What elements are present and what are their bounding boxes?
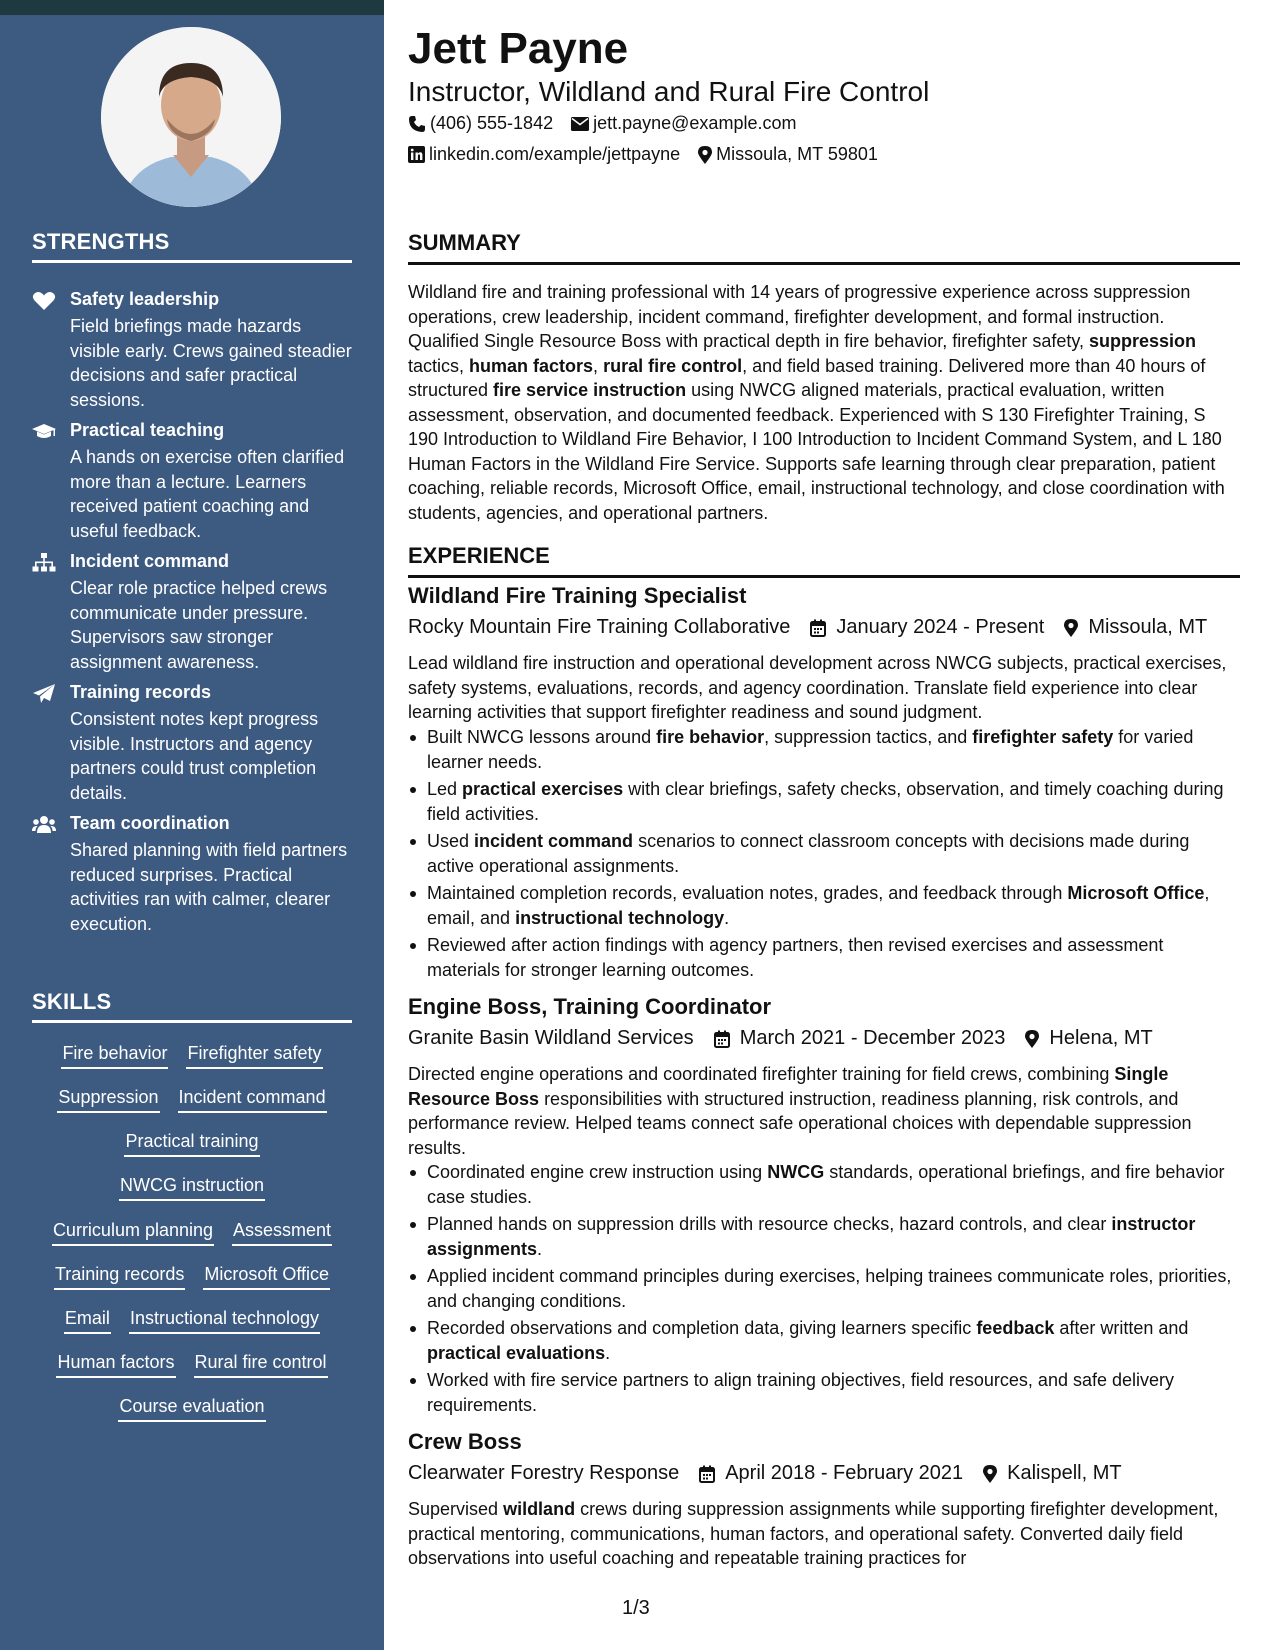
- candidate-name: Jett Payne: [408, 24, 629, 73]
- skill-tag: Fire behavior: [61, 1040, 168, 1069]
- skill-tag: Course evaluation: [118, 1393, 265, 1422]
- contact-row-2: [408, 144, 878, 165]
- skill-tag: Microsoft Office: [203, 1261, 330, 1290]
- skill-tag: Instructional technology: [129, 1305, 320, 1334]
- job-bullets: [408, 725, 1240, 985]
- job-company: Rocky Mountain Fire Training Collaborative: [408, 616, 791, 638]
- job-bullet: Recorded observations and completion data, giving learners specific feedback after written and practical evaluations.: [408, 1316, 1240, 1365]
- job-location: Missoula, MT: [1088, 616, 1208, 638]
- job-bullet: Coordinated engine crew instruction using NWCG standards, operational briefings, and fire behavior case studies.: [408, 1160, 1240, 1209]
- map-pin-icon: [698, 146, 712, 164]
- skill-tag: Suppression: [57, 1084, 159, 1113]
- candidate-title: Instructor, Wildland and Rural Fire Control: [408, 76, 930, 107]
- phone-text: (406) 555-1842: [430, 113, 554, 133]
- profile-photo: [101, 27, 281, 207]
- calendar-icon: [699, 1465, 715, 1483]
- skills-list: [32, 1040, 352, 1422]
- paper-plane-icon: [32, 684, 56, 704]
- map-pin-icon: [983, 1465, 997, 1483]
- org-chart-icon: [32, 553, 56, 573]
- location-contact: [698, 144, 878, 165]
- job-dates: March 2021 - December 2023: [739, 1027, 1006, 1049]
- strength-title: Team coordination: [70, 813, 230, 833]
- strength-description: A hands on exercise often clarified more than a lecture. Learners received patient coaching and useful feedback.: [70, 447, 345, 541]
- strengths-heading: STRENGTHS: [32, 229, 352, 263]
- job-bullets: [408, 1160, 1240, 1420]
- location-text: Missoula, MT 59801: [716, 144, 878, 164]
- job-meta: [408, 616, 1207, 639]
- skill-row-break: [32, 1172, 352, 1202]
- email-contact[interactable]: [571, 113, 796, 134]
- job-description: Lead wildland fire instruction and operational development across NWCG subjects, practical exercises, safety systems, evaluations, records, and agency coordination. Translate field experience into clear learning activities that support firefighter readiness and sound judgment.: [408, 653, 1227, 722]
- strength-title: Safety leadership: [70, 289, 220, 309]
- job-bullet: Maintained completion records, evaluation notes, grades, and feedback through Microsoft Office, email, and instructional technology.: [408, 881, 1240, 930]
- summary-heading: SUMMARY: [408, 230, 1240, 265]
- graduation-cap-icon: [32, 422, 56, 442]
- experience-heading: EXPERIENCE: [408, 543, 1240, 578]
- map-pin-icon: [1064, 619, 1078, 637]
- job-bullet: Applied incident command principles during exercises, helping trainees communicate roles, priorities, and changing conditions.: [408, 1264, 1240, 1313]
- linkedin-link[interactable]: linkedin.com/example/jettpayne: [429, 144, 681, 164]
- job-bullet: Reviewed after action findings with agency partners, then revised exercises and assessment materials for stronger learning outcomes.: [408, 933, 1240, 982]
- job-title: Engine Boss, Training Coordinator: [408, 994, 772, 1019]
- skill-tag: Assessment: [232, 1217, 332, 1246]
- job-company: Clearwater Forestry Response: [408, 1462, 680, 1484]
- job-bullet: Worked with fire service partners to align training objectives, field resources, and safe delivery requirements.: [408, 1368, 1240, 1417]
- job-description: Supervised wildland crews during suppression assignments while supporting firefighter development, practical mentoring, communications, human factors, and operational safety. Converted daily field observations into useful coaching and repeatable training practices for: [408, 1499, 1219, 1568]
- skill-tag: Firefighter safety: [186, 1040, 322, 1069]
- phone-icon: [408, 115, 426, 133]
- envelope-icon: [571, 117, 589, 131]
- job-dates: April 2018 - February 2021: [725, 1462, 964, 1484]
- skill-tag: Training records: [54, 1261, 185, 1290]
- skills-heading: SKILLS: [32, 989, 352, 1023]
- calendar-icon: [810, 619, 826, 637]
- strength-description: Consistent notes kept progress visible. Instructors and agency partners could trust completion details.: [70, 709, 319, 803]
- skill-tag: NWCG instruction: [119, 1172, 265, 1201]
- strength-title: Incident command: [70, 551, 230, 571]
- email-link[interactable]: jett.payne@example.com: [593, 113, 797, 133]
- job-bullet: Built NWCG lessons around fire behavior, suppression tactics, and firefighter safety for varied learner needs.: [408, 725, 1240, 774]
- sidebar-top-band: [0, 0, 384, 15]
- skill-tag: Email: [64, 1305, 111, 1334]
- page-number: 1/3: [622, 1597, 650, 1619]
- job-location: Helena, MT: [1049, 1027, 1153, 1049]
- skill-tag: Incident command: [178, 1084, 327, 1113]
- linkedin-contact[interactable]: [408, 144, 680, 165]
- linkedin-icon: [408, 146, 425, 163]
- map-pin-icon: [1025, 1030, 1039, 1048]
- contact-row-1: [408, 113, 796, 134]
- strength-title: Training records: [70, 682, 212, 702]
- skill-tag: Rural fire control: [194, 1349, 328, 1378]
- sidebar: [0, 15, 384, 1650]
- job-meta: [408, 1462, 1122, 1485]
- strength-description: Field briefings made hazards visible early. Crews gained steadier decisions and safer practical sessions.: [70, 316, 352, 410]
- job-bullet: Planned hands on suppression drills with resource checks, hazard controls, and clear instructor assignments.: [408, 1212, 1240, 1261]
- users-icon: [32, 815, 56, 835]
- skill-tag: Curriculum planning: [52, 1217, 214, 1246]
- job-description: Directed engine operations and coordinated firefighter training for field crews, combining Single Resource Boss responsibilities with structured instruction, readiness planning, risk controls, and performance review. Helped teams connect safe operational choices with dependable suppression results.: [408, 1064, 1192, 1158]
- calendar-icon: [714, 1030, 730, 1048]
- strength-description: Clear role practice helped crews communicate under pressure. Supervisors saw stronger assignment awareness.: [70, 578, 328, 672]
- job-bullet: Used incident command scenarios to connect classroom concepts with decisions made during active operational assignments.: [408, 829, 1240, 878]
- job-meta: [408, 1027, 1153, 1050]
- strength-description: Shared planning with field partners reduced surprises. Practical activities ran with calmer, clearer execution.: [70, 840, 348, 934]
- skill-tag: Practical training: [124, 1128, 259, 1157]
- job-title: Crew Boss: [408, 1429, 522, 1454]
- job-location: Kalispell, MT: [1007, 1462, 1122, 1484]
- job-company: Granite Basin Wildland Services: [408, 1027, 694, 1049]
- skill-tag: Human factors: [56, 1349, 175, 1378]
- heart-icon: [32, 291, 56, 311]
- summary-text: Wildland fire and training professional with 14 years of progressive experience across suppression operations, crew leadership, incident command, firefighter development, and formal instruction. Qualified Single Resource Boss with practical depth in fire behavior, firefighter safety, suppression tactics, human factors, rural fire control, and field based training. Delivered more than 40 hours of structured fire service instruction using NWCG aligned materials, practical evaluation, written assessment, observation, and documented feedback. Experienced with S 130 Firefighter Training, S 190 Introduction to Wildland Fire Behavior, I 100 Introduction to Incident Command System, and L 180 Human Factors in the Wildland Fire Service. Supports safe learning through clear preparation, patient coaching, reliable records, Microsoft Office, email, instructional technology, and close coordination with students, agencies, and operational partners.: [408, 282, 1225, 523]
- phone-contact: [408, 113, 553, 134]
- job-dates: January 2024 - Present: [836, 616, 1045, 638]
- job-title: Wildland Fire Training Specialist: [408, 583, 747, 608]
- job-bullet: Led practical exercises with clear briefings, safety checks, observation, and timely coaching during field activities.: [408, 777, 1240, 826]
- strength-title: Practical teaching: [70, 420, 225, 440]
